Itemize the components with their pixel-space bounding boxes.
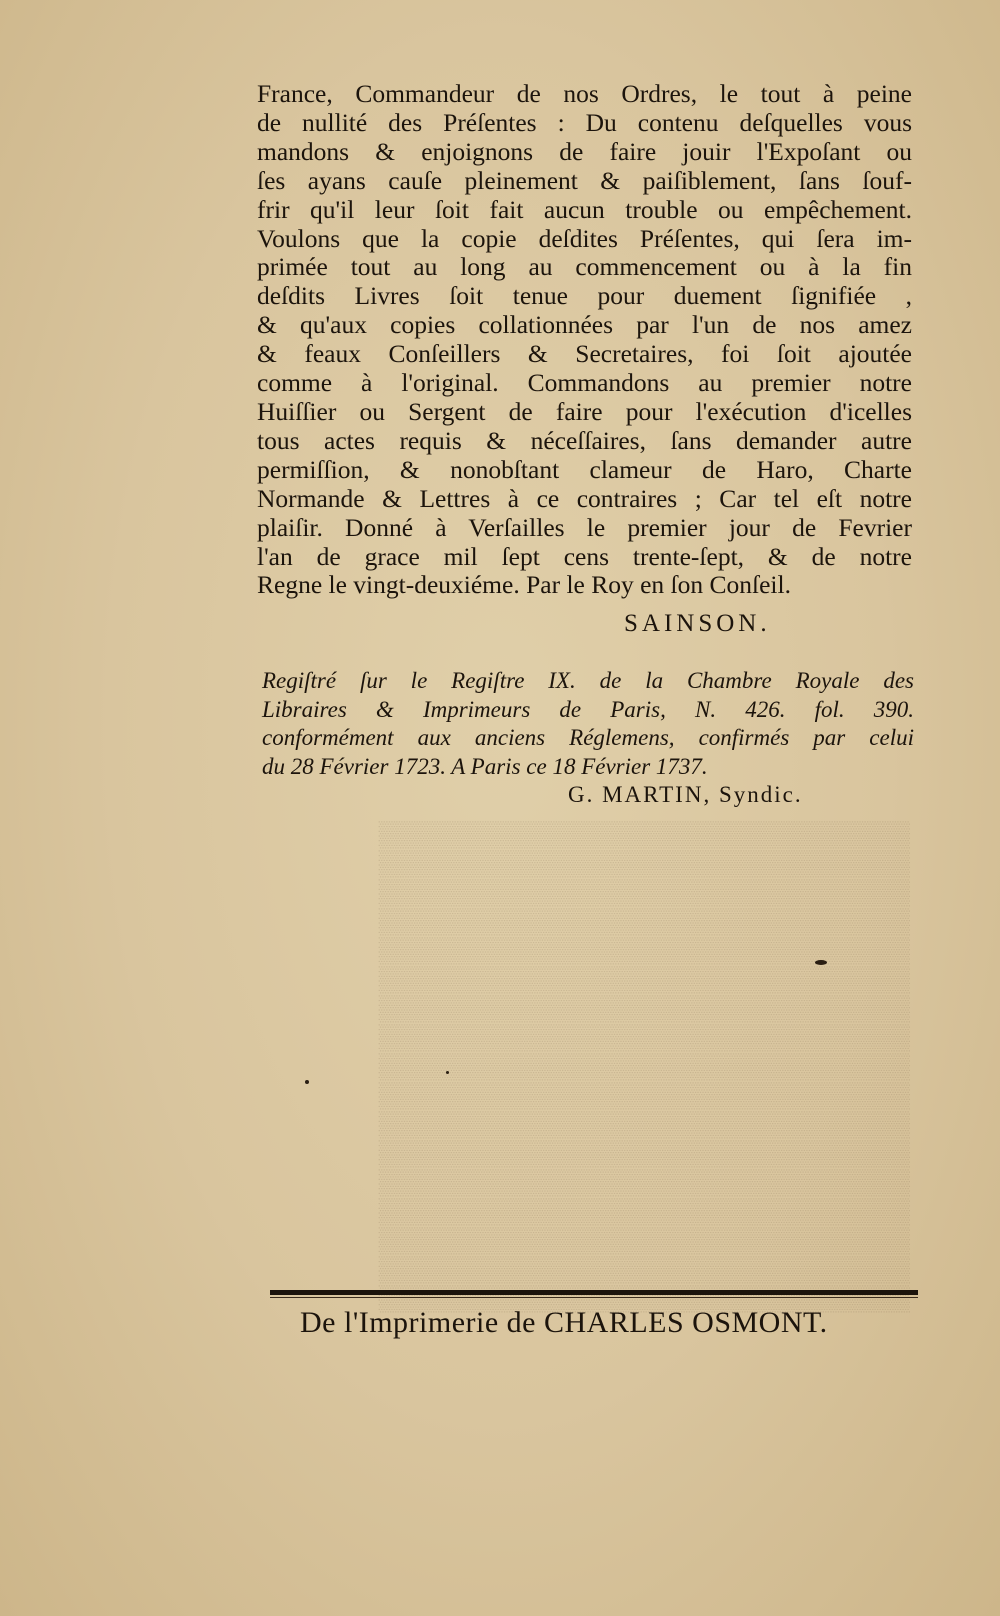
text-line: primée tout au long au commencement ou à la fin [257,252,912,282]
text-line: Voulons que la copie deſdites Préſentes, qui ſera im- [257,223,912,253]
syndic-signature: G. MARTIN, Syndic. [568,782,803,807]
text-line: plaiſir. Donné à Verſailles le premier jour de Fevrier [257,512,912,542]
text-line: & feaux Conſeillers & Secretaires, foi ſoit ajoutée [257,339,912,369]
signature-sainson: SAINSON. [624,610,771,637]
bleed-through-text: ▒▒▒▒▒▒▒▒▒▒▒▒▒▒▒▒▒▒▒▒▒▒▒▒▒▒▒▒▒▒ ▒▒▒▒▒▒▒▒▒▒▒▒▒▒▒▒▒▒▒▒▒▒▒▒▒▒▒▒▒▒ ▒▒▒▒▒▒▒▒▒▒▒▒▒▒▒▒▒▒▒▒▒▒▒▒▒▒▒▒▒▒ ▒▒▒▒▒▒▒▒▒▒▒▒▒▒▒▒▒▒▒▒▒▒▒▒▒▒▒▒▒▒ ▒▒▒▒▒▒▒▒▒▒▒▒▒▒▒▒▒▒▒▒▒▒▒▒▒▒▒▒▒▒ ▒▒▒▒▒▒▒▒▒▒▒▒▒▒▒▒▒▒▒▒▒▒▒▒▒▒▒▒▒▒ ▒▒▒▒▒▒▒▒▒▒▒▒▒▒▒▒▒▒▒▒▒▒▒▒▒▒▒▒▒▒ ▒▒▒▒▒▒▒▒▒▒▒▒▒▒▒▒▒▒▒▒▒▒▒▒▒▒▒▒▒▒ ▒▒▒▒▒▒▒▒▒▒▒▒▒▒▒▒▒▒▒▒▒▒▒▒▒▒▒▒▒▒ ▒▒▒▒▒▒▒▒▒▒▒▒▒▒▒▒▒▒▒▒▒▒▒▒▒▒▒▒▒▒ ▒▒▒▒▒▒▒▒▒▒▒▒▒▒▒▒▒▒▒▒▒▒▒▒▒▒▒▒▒▒ ▒▒▒▒▒▒▒▒▒▒▒▒▒▒▒▒▒▒▒▒▒▒▒▒▒▒▒▒▒▒ ▒▒▒▒▒▒▒▒▒▒▒▒▒▒▒▒▒▒▒▒▒▒▒▒▒▒▒▒▒▒ ▒▒▒▒▒▒▒▒▒▒▒▒▒▒▒▒▒▒▒▒▒▒▒▒▒▒▒▒▒▒ ▒▒▒▒▒▒▒▒▒▒▒▒▒▒▒▒▒▒▒▒▒▒▒▒▒▒▒▒▒▒ ▒▒▒▒▒▒▒▒▒▒▒▒▒▒▒▒▒▒▒▒▒▒▒▒▒▒▒▒▒▒ ▒▒▒▒▒▒▒▒▒▒▒▒▒▒▒▒▒▒▒▒▒▒▒▒▒▒▒▒▒▒ [378,821,910,1312]
text-line: Regne le vingt-deuxiéme. Par le Roy en ſon Conſeil. [257,570,791,600]
text-line: & qu'aux copies collationnées par l'un de nos amez [257,310,912,340]
text-line: l'an de grace mil ſept cens trente-ſept, & de notre [257,541,912,571]
registration-line: conformément aux anciens Réglemens, confirmés par celui [262,725,914,750]
text-line: frir qu'il leur ſoit fait aucun trouble ou empêchement. [257,194,912,224]
text-line: comme à l'original. Commandons au premier notre [257,368,912,398]
text-line: Huiſſier ou Sergent de faire pour l'exécution d'icelles [257,396,912,426]
privilege-text [257,80,912,600]
text-line: deſdits Livres ſoit tenue pour duement ſignifiée , [257,281,912,311]
registration-line: du 28 Février 1723. A Paris ce 18 Février 1737. [262,753,708,779]
text-line: tous actes requis & néceſſaires, ſans demander autre [257,425,912,455]
registration-line: Libraires & Imprimeurs de Paris, N. 426. fol. 390. [262,696,914,722]
ink-spot [815,960,827,965]
text-line: ſes ayans cauſe pleinement & paiſiblement, ſans ſouf- [257,165,912,195]
printer-imprint: De l'Imprimerie de CHARLES OSMONT. [300,1306,828,1339]
ink-spot [446,1071,449,1074]
divider-rule-thin [270,1297,918,1298]
ink-spot [305,1080,309,1084]
divider-rule [270,1290,918,1295]
text-line: mandons & enjoignons de faire jouir l'Expoſant ou [257,136,912,166]
registration-line: Regiſtré ſur le Regiſtre IX. de la Chambre Royale des [262,668,914,693]
registration-note [262,667,914,810]
text-line: Normande & Lettres à ce contraires ; Car tel eſt notre [257,483,912,513]
text-line: de nullité des Préſentes : Du contenu deſquelles vous [257,107,912,137]
text-line: France, Commandeur de nos Ordres, le tout à peine [257,79,912,108]
text-line: permiſſion, & nonobſtant clameur de Haro, Charte [257,454,912,484]
